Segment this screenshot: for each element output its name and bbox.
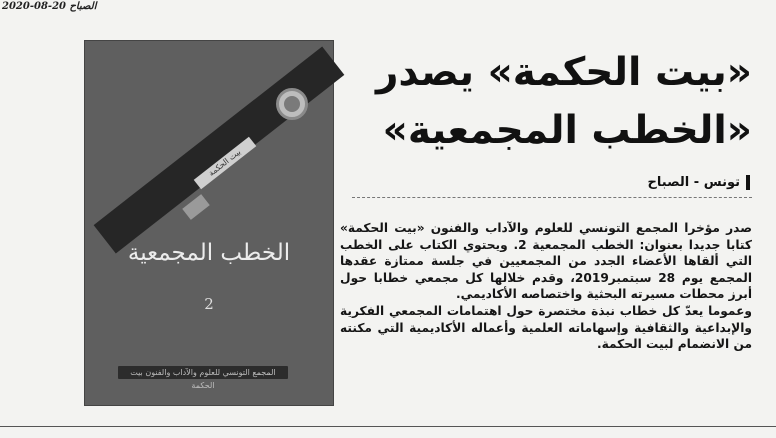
- cover-ribbon-label: بيت الحكمة: [194, 137, 257, 190]
- cover-volume-number: 2: [204, 295, 214, 313]
- article-paragraph: صدر مؤخرا المجمع التونسي للعلوم والآداب والفنون «بيت الحكمة» كتابا جديدا بعنوان: الخطب المجمعية 2. ويحتوي الكتاب على الخطب التي ألقاها الأعضاء الجدد من المجمعيين في جلسة ممتازة عقدها المجمع يوم 28 سبتمبر2019، وقدم خلالها كل مجمعي خطابا حول أبرز محطات مسيرته البحثية واختصاصه الأكاديمي.: [340, 221, 752, 302]
- date-label: الصباح 20-08-2020: [2, 1, 97, 12]
- book-cover-image: [84, 40, 334, 406]
- bottom-divider: [0, 426, 776, 427]
- article-byline: [550, 175, 750, 190]
- cover-publisher: المجمع التونسي للعلوم والآداب والفنون بيت الحكمة: [118, 366, 288, 379]
- cover-title: الخطب المجمعية: [127, 240, 291, 266]
- article-headline: «بيت الحكمة» يصدر «الخطب المجمعية»: [375, 50, 752, 153]
- byline-bar: [746, 175, 750, 190]
- cover-ribbon: [94, 47, 345, 254]
- byline-divider: [352, 197, 752, 198]
- byline-text: تونس - الصباح: [647, 175, 740, 190]
- article-paragraph: وعموما يعدّ كل خطاب نبذة مختصرة حول اهتمامات المجمعي الفكرية والإبداعية والثقافية وإسهاماته العلمية وأعماله الأكاديمية التي مكنته من الانضمام لبيت الحكمة.: [340, 303, 752, 352]
- article-body: [340, 220, 752, 353]
- cover-emblem-center-icon: [284, 96, 300, 112]
